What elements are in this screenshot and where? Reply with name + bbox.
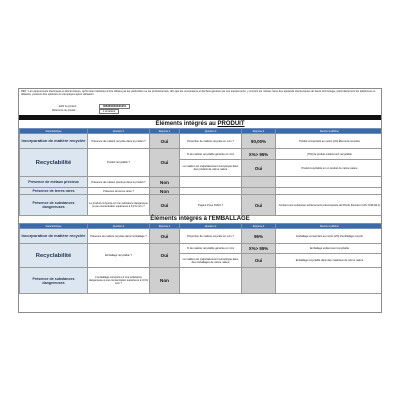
row-label: Présence de terres rares bbox=[20, 188, 88, 195]
table-row bbox=[20, 188, 383, 195]
answer-1: Non bbox=[150, 268, 180, 294]
answer-2: Oui bbox=[242, 254, 276, 268]
header-question-1: Question 1 bbox=[88, 129, 150, 134]
question-1: Présence de matière recyclée dans l'emballage ? bbox=[88, 229, 150, 244]
mention bbox=[276, 268, 383, 294]
mention: Emballage entièrement recyclable bbox=[276, 244, 383, 254]
product-title-highlight: PRODUIT bbox=[217, 121, 245, 127]
answer-2: Oui bbox=[242, 195, 276, 216]
answer-1: Non bbox=[150, 177, 180, 188]
header-mention: Mention à afficher bbox=[276, 224, 383, 229]
table-row bbox=[20, 244, 383, 254]
question-2: S'agit-il d'une SVHC ? bbox=[180, 195, 242, 216]
table-row bbox=[20, 134, 383, 149]
table-row bbox=[20, 149, 383, 160]
answer-2: 90,00% bbox=[242, 134, 276, 149]
table-row bbox=[20, 177, 383, 188]
packaging-table bbox=[19, 223, 382, 294]
separator-bar bbox=[19, 115, 381, 120]
mention bbox=[276, 177, 383, 188]
answer-1: Oui bbox=[150, 134, 180, 149]
row-label: Présence de substances dangereuses bbox=[20, 195, 88, 216]
product-section-title bbox=[19, 121, 381, 128]
product-info-sheet bbox=[18, 88, 382, 313]
row-label: Présence de métaux précieux bbox=[20, 177, 88, 188]
answer-2 bbox=[242, 268, 276, 294]
product-meta bbox=[19, 104, 381, 114]
question-2 bbox=[180, 188, 242, 195]
answer-2: 95% bbox=[242, 229, 276, 244]
mention: Emballage recyclable dans des matériaux de même nature bbox=[276, 254, 383, 268]
row-label: Incorporation de matière recyclée bbox=[20, 134, 88, 149]
question-1: Emballage recyclable ? bbox=[88, 244, 150, 268]
question-2: La matière est majoritairement réemployée dans des emballages de même nature bbox=[180, 254, 242, 268]
question-2: Proportion de matière recyclée en m/m ? bbox=[180, 134, 242, 149]
mention: Produit comportant au moins [x%] Éléments recyclés bbox=[276, 134, 383, 149]
row-label: Présence de substances dangereuses bbox=[20, 268, 88, 294]
row-label: Recyclabilité bbox=[20, 149, 88, 177]
question-1: Présence de terres rares ? bbox=[88, 188, 150, 195]
answer-2: X%> 95% bbox=[242, 149, 276, 160]
mention: Emballage comportant au moins [x%] d'emballage recyclé bbox=[276, 229, 383, 244]
product-title-prefix: Éléments intégrés au bbox=[155, 121, 218, 127]
ean-label: EAN du produit : bbox=[59, 105, 78, 108]
question-2: Proportion de matière recyclée en m/m ? bbox=[180, 229, 242, 244]
answer-1: Oui bbox=[150, 149, 180, 177]
header-question-1: Question 1 bbox=[88, 224, 150, 229]
header-question-2: Question 2 bbox=[180, 224, 242, 229]
answer-2 bbox=[242, 188, 276, 195]
question-1: Présence de matière recyclée dans le produit ? bbox=[88, 134, 150, 149]
answer-1: Non bbox=[150, 188, 180, 195]
answer-2: Oui bbox=[242, 160, 276, 177]
answer-2: X%> 95% bbox=[242, 244, 276, 254]
question-1: Produit recyclable ? bbox=[88, 149, 150, 177]
reference-label: Référence du produit : bbox=[52, 109, 77, 112]
header-mention: Mention à afficher bbox=[276, 129, 383, 134]
question-1: Le produit comporte-t-il une substance dangereuse à une concentration supérieure à 0,1% m/m ? bbox=[88, 195, 150, 216]
answer-1: Oui bbox=[150, 244, 180, 268]
header-characteristic: Caractéristique bbox=[20, 224, 88, 229]
product-table bbox=[19, 128, 382, 216]
header-answer-1: Réponse 1 bbox=[150, 224, 180, 229]
table-row bbox=[20, 268, 383, 294]
intro-text: REP : Les équipements électriques et électroniques, qu'ils soient destinés à être utilisés par les particuliers ou les professionnels, afin que les composants et déchets générés par ces équipements, y compris les métaux rares des appareils électroniques de haute technologie, particulièrement les téléphones et tablettes, puissent être collectés et réemployés après utilisation. bbox=[21, 90, 376, 97]
question-2: % de matière recyclable générée en m/m bbox=[180, 244, 242, 254]
table-row bbox=[20, 195, 383, 216]
question-2: % de matière recyclable générée en m/m bbox=[180, 149, 242, 160]
packaging-section-title: Éléments intégrés à l'EMBALLAGE bbox=[19, 216, 381, 223]
mention: [X%] de produit entièrement recyclable bbox=[276, 149, 383, 160]
mention: Produit recyclable en un produit de même nature bbox=[276, 160, 383, 177]
mention: Contient une substance extrêmement préoccupante de Plomb (Numéro CAS 7439-92-1) bbox=[276, 195, 383, 216]
question-2: La matière est majoritairement réemployée dans des produits de même nature bbox=[180, 160, 242, 177]
ean-value: 3663000000001951 bbox=[99, 104, 130, 109]
question-1: L'emballage comporte-t-il une substance dangereuse à une concentration supérieure à 0,1% m/m ? bbox=[88, 268, 150, 294]
question-2 bbox=[180, 268, 242, 294]
header-characteristic: Caractéristique bbox=[20, 129, 88, 134]
reference-value: 1 émetteur bbox=[99, 109, 119, 114]
header-answer-1: Réponse 1 bbox=[150, 129, 180, 134]
answer-1: Oui bbox=[150, 229, 180, 244]
mention bbox=[276, 188, 383, 195]
header-answer-2: Réponse 2 bbox=[242, 129, 276, 134]
question-2 bbox=[180, 177, 242, 188]
answer-1: Oui bbox=[150, 195, 180, 216]
row-label: Incorporation de matière recyclée bbox=[20, 229, 88, 244]
answer-2 bbox=[242, 177, 276, 188]
table-row bbox=[20, 229, 383, 244]
question-1: Présence de métaux précieux dans le produit ? bbox=[88, 177, 150, 188]
header-question-2: Question 2 bbox=[180, 129, 242, 134]
header-answer-2: Réponse 2 bbox=[242, 224, 276, 229]
row-label: Recyclabilité bbox=[20, 244, 88, 268]
